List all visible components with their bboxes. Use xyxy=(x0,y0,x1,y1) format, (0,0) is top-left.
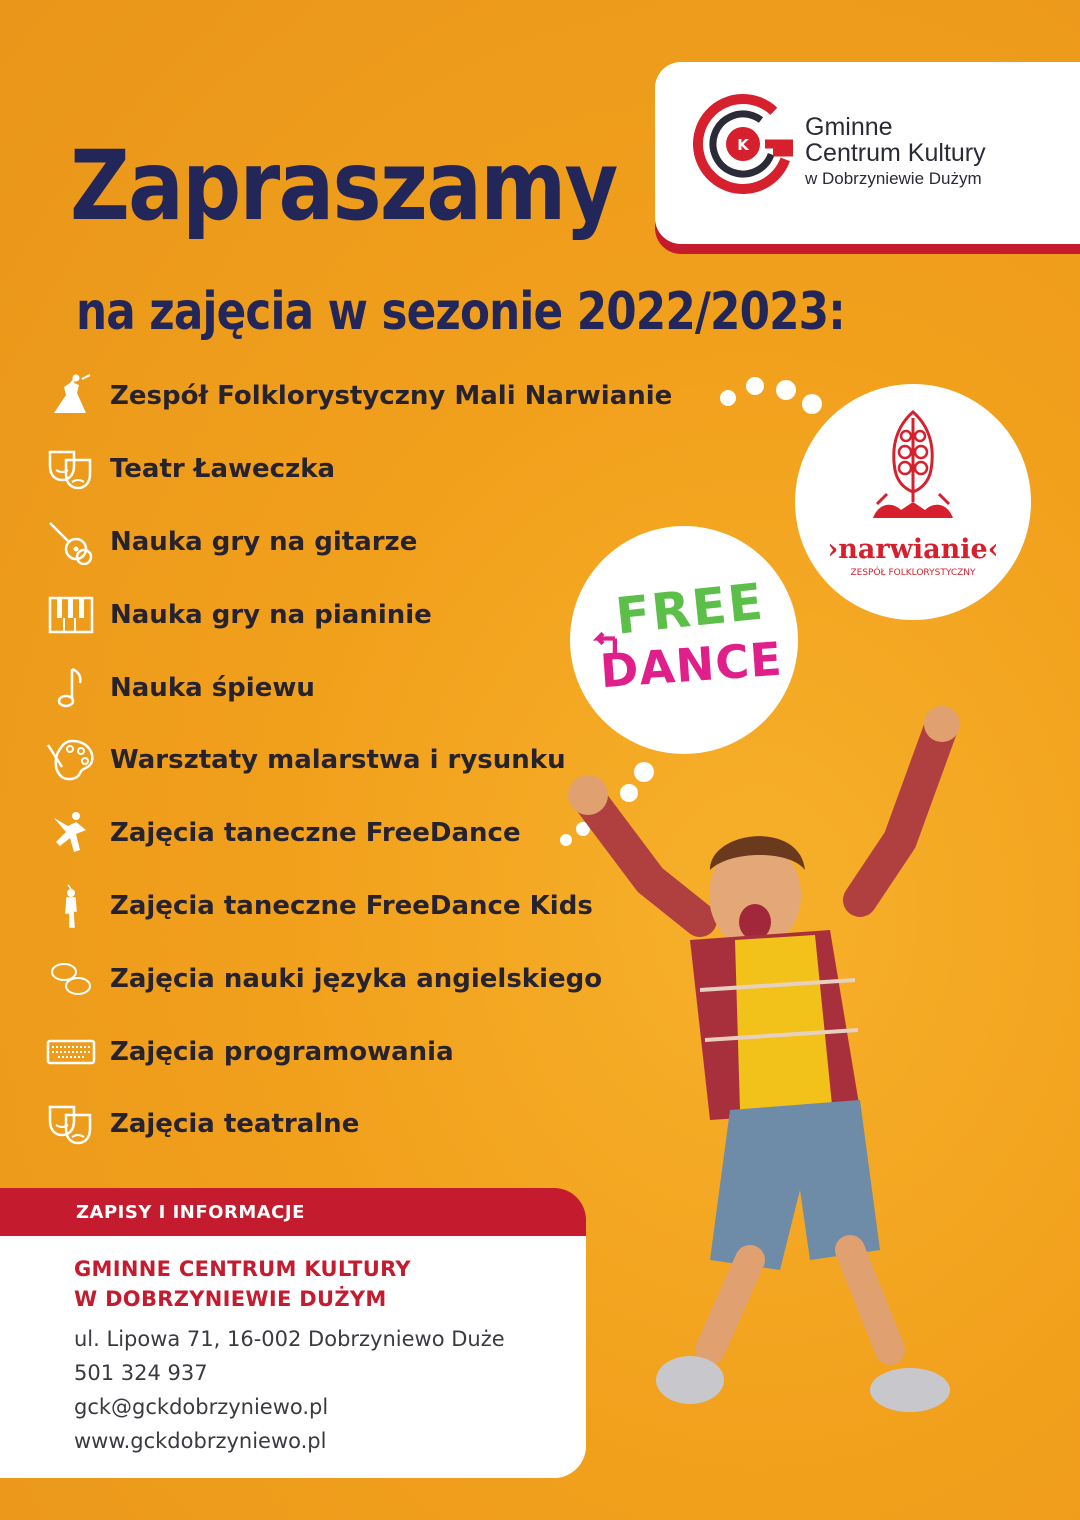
org-name-line-1: GMINNE CENTRUM KULTURY xyxy=(74,1257,411,1281)
svg-text:K: K xyxy=(737,136,749,154)
bubble-dot xyxy=(746,377,764,395)
kid-dancer-icon xyxy=(40,881,102,931)
activity-label: Nauka gry na gitarze xyxy=(110,526,418,557)
guitar-icon xyxy=(40,517,102,567)
activity-label: Zajęcia programowania xyxy=(110,1036,454,1067)
narwianie-name: ›narwianie‹ xyxy=(827,534,999,565)
page-subtitle: na zajęcia w sezonie 2022/2023: xyxy=(76,282,845,342)
activity-label: Teatr Ławeczka xyxy=(110,454,336,485)
bubble-dot xyxy=(720,390,736,406)
list-item xyxy=(40,360,760,433)
activity-label: Warsztaty malarstwa i rysunku xyxy=(110,745,566,776)
narwianie-subtitle: ZESPÓŁ FOLKLORYSTYCZNY xyxy=(850,568,976,578)
narwianie-badge xyxy=(795,384,1031,620)
activity-label: Nauka gry na pianinie xyxy=(110,599,432,630)
folk-tree-icon xyxy=(853,406,973,526)
logo-line-2: Centrum Kultury xyxy=(805,139,986,168)
bubble-dot xyxy=(802,394,822,414)
logo-line-1: Gminne xyxy=(805,113,893,141)
logo-line-3: w Dobrzyniewie Dużym xyxy=(805,168,982,188)
email-link[interactable]: gck@gckdobrzyniewo.pl xyxy=(74,1395,329,1419)
arrow-icon xyxy=(586,630,620,664)
keyboard-icon xyxy=(40,1027,102,1077)
dancer-icon xyxy=(40,808,102,858)
speech-bubbles-icon xyxy=(40,954,102,1004)
contact-card xyxy=(0,1236,586,1478)
activity-label: Zespół Folklorystyczny Mali Narwianie xyxy=(110,381,673,412)
page-title: Zapraszamy xyxy=(70,130,617,242)
music-note-icon xyxy=(40,663,102,713)
org-name-line-2: W DOBRZYNIEWIE DUŻYM xyxy=(74,1287,387,1311)
activity-label: Zajęcia teatralne xyxy=(110,1109,360,1140)
list-item xyxy=(40,433,760,506)
jumping-kid-image xyxy=(560,690,980,1450)
activity-label: Zajęcia taneczne FreeDance Kids xyxy=(110,890,593,921)
website-link[interactable]: www.gckdobrzyniewo.pl xyxy=(74,1429,327,1453)
address-text: ul. Lipowa 71, 16-002 Dobrzyniewo Duże xyxy=(74,1327,505,1351)
freedance-line-2: DANCE xyxy=(598,631,785,699)
bubble-dot xyxy=(776,380,796,400)
info-header: ZAPISY I INFORMACJE xyxy=(0,1188,586,1238)
organization-logo xyxy=(655,62,1080,244)
theatre-masks-icon xyxy=(40,1099,102,1149)
paint-palette-icon xyxy=(40,735,102,785)
piano-keys-icon xyxy=(40,590,102,640)
freedance-line-1: FREE xyxy=(612,572,768,646)
activity-label: Zajęcia nauki języka angielskiego xyxy=(110,963,603,994)
gck-logo-icon xyxy=(693,94,793,194)
phone-text: 501 324 937 xyxy=(74,1361,208,1385)
theatre-masks-icon xyxy=(40,444,102,494)
logo-wordmark xyxy=(805,114,986,187)
activity-label: Nauka śpiewu xyxy=(110,672,315,703)
activity-label: Zajęcia taneczne FreeDance xyxy=(110,818,521,849)
folk-dancers-icon xyxy=(40,371,102,421)
